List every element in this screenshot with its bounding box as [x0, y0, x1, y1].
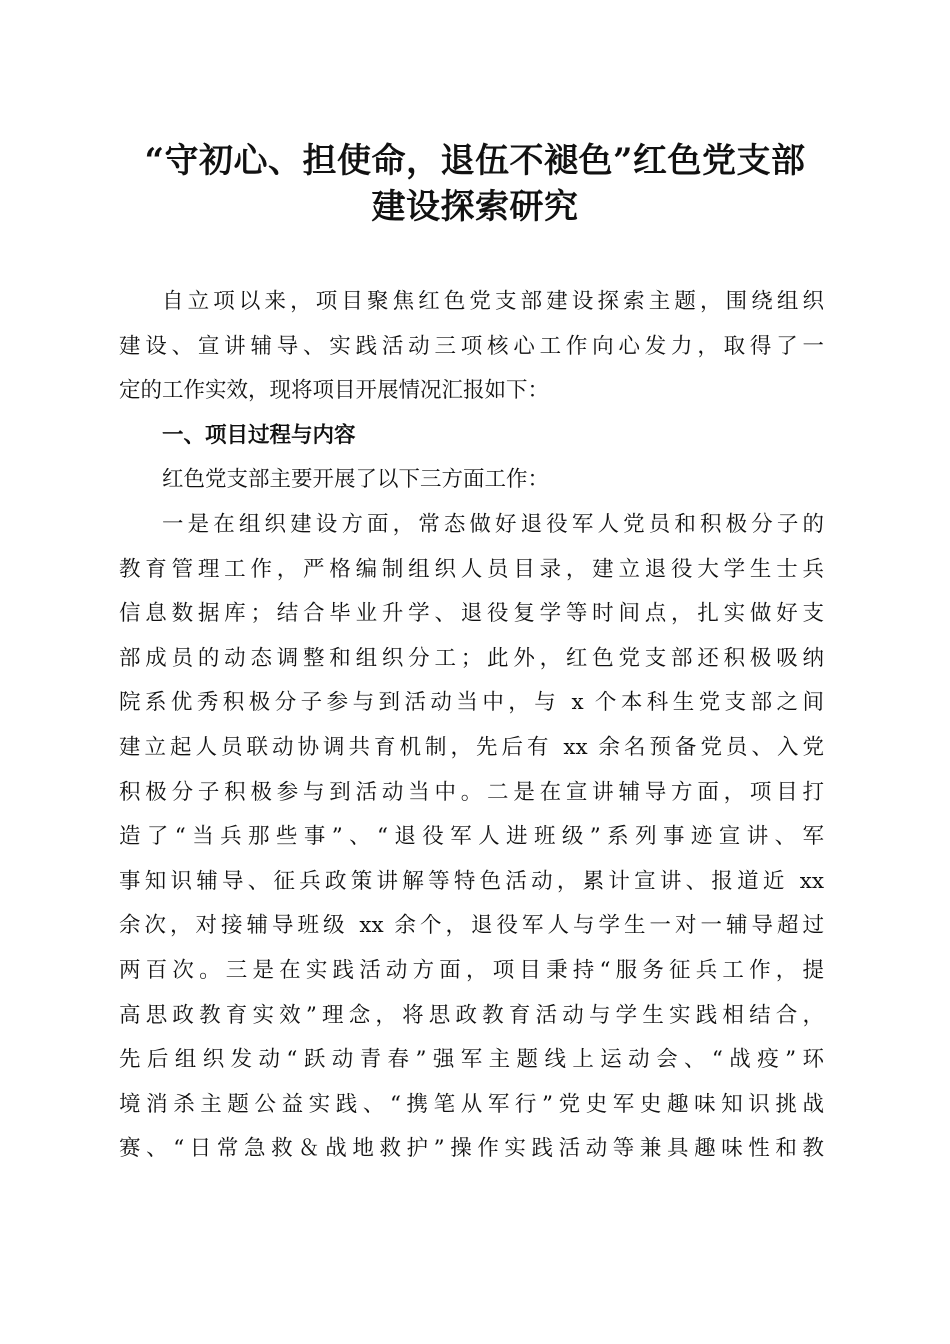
para-line: 一是在组织建设方面，常态做好退役军人党员和积极分子的 — [162, 511, 824, 537]
para-line: 余次，对接辅导班级 xx 余个，退役军人与学生一对一辅导超过 — [119, 913, 824, 939]
para-line: 积极分子积极参与到活动当中。二是在宣讲辅导方面，项目打 — [119, 779, 824, 805]
para-line: 信息数据库；结合毕业升学、退役复学等时间点，扎实做好支 — [119, 601, 824, 627]
title-line-1: “守初心、担使命，退伍不褪色”红色党支部 — [144, 141, 806, 181]
para-line: 先后组织发动“跃动青春”强军主题线上运动会、“战疫”环 — [119, 1047, 824, 1073]
para-line: 教育管理工作，严格编制组织人员目录，建立退役大学生士兵 — [119, 556, 824, 582]
section-heading: 一、项目过程与内容 — [162, 422, 356, 448]
para-line: 造了“当兵那些事”、“退役军人进班级”系列事迹宣讲、军 — [119, 824, 824, 850]
para-line: 事知识辅导、征兵政策讲解等特色活动，累计宣讲、报道近 xx — [119, 868, 824, 894]
para-line: 两百次。三是在实践活动方面，项目秉持“服务征兵工作，提 — [119, 957, 824, 983]
document-body — [119, 280, 824, 1172]
para-line: 赛、“日常急救＆战地救护”操作实践活动等兼具趣味性和教 — [119, 1136, 824, 1162]
title-line-2: 建设探索研究 — [371, 187, 579, 227]
document-title — [100, 138, 850, 230]
para-line: 部成员的动态调整和组织分工；此外，红色党支部还积极吸纳 — [119, 645, 824, 671]
para-line: 建立起人员联动协调共育机制，先后有 xx 余名预备党员、入党 — [119, 734, 824, 760]
intro-line: 自立项以来，项目聚焦红色党支部建设探索主题，围绕组织 — [162, 289, 824, 314]
intro-line: 定的工作实效，现将项目开展情况汇报如下： — [119, 378, 550, 404]
intro-line: 建设、宣讲辅导、实践活动三项核心工作向心发力，取得了一 — [119, 333, 824, 359]
section-lead: 红色党支部主要开展了以下三方面工作： — [162, 467, 550, 493]
para-line: 境消杀主题公益实践、“携笔从军行”党史军史趣味知识挑战 — [119, 1091, 824, 1117]
para-line: 高思政教育实效”理念，将思政教育活动与学生实践相结合， — [119, 1002, 824, 1028]
para-line: 院系优秀积极分子参与到活动当中，与 x 个本科生党支部之间 — [119, 690, 824, 716]
